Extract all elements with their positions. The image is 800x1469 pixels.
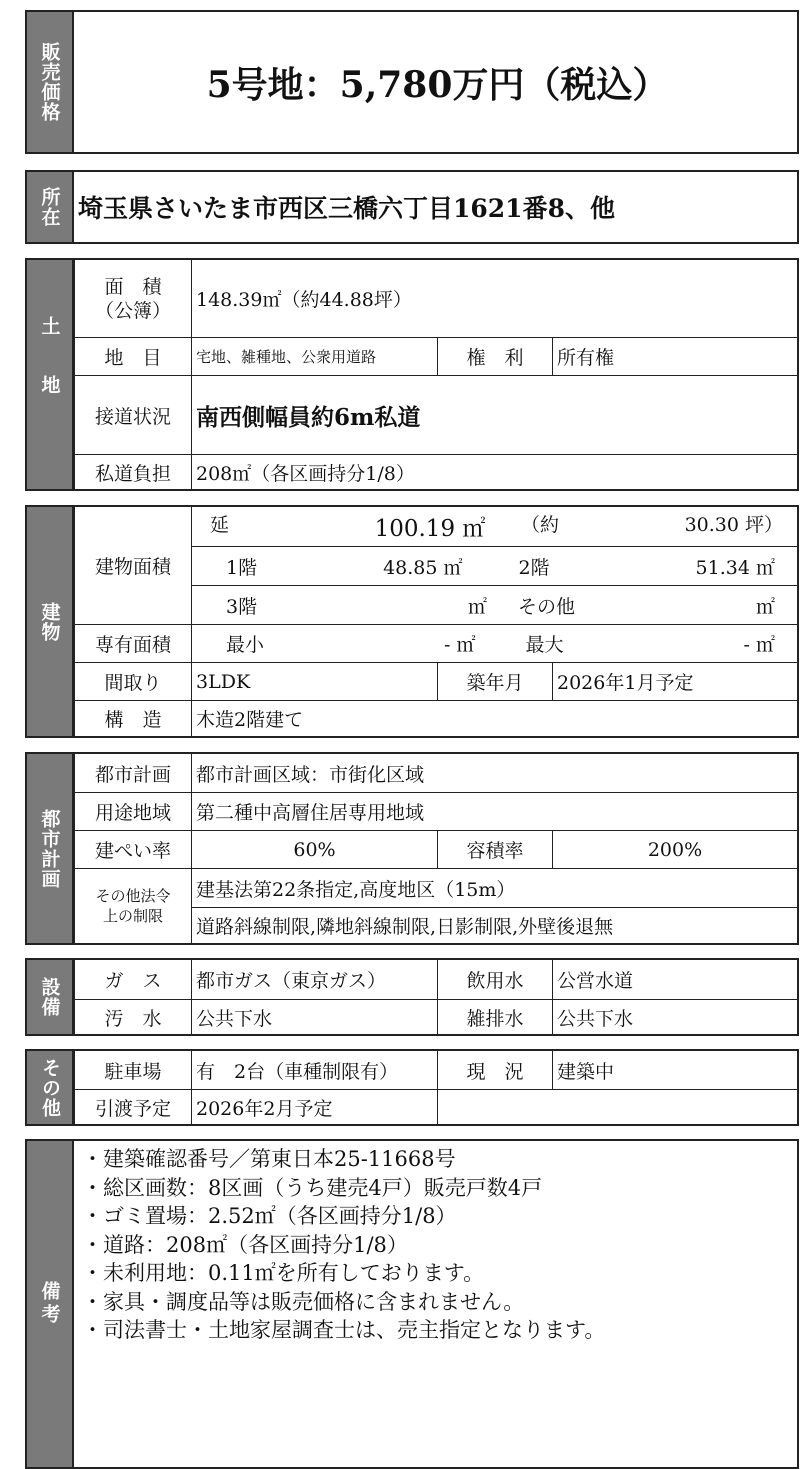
f3-value: ㎡	[468, 595, 488, 618]
water-value: 公営水道	[552, 960, 797, 999]
remarks-list	[74, 1141, 797, 1467]
rights-value: 所有権	[552, 337, 797, 375]
water-label: 飲用水	[437, 960, 552, 999]
city-label: 都市計画	[74, 754, 191, 792]
max-value: - ㎡	[743, 634, 775, 656]
location-label: 所在	[27, 172, 74, 242]
price-label: 販売価格	[27, 12, 74, 152]
f1-value: 48.85 ㎡	[383, 556, 463, 579]
total-value: 100.19 ㎡	[374, 516, 486, 542]
f3-label: 3階	[226, 595, 258, 618]
built-value: 2026年1月予定	[552, 662, 797, 700]
structure-value: 木造2階建て	[191, 700, 797, 736]
remarks-section	[25, 1139, 799, 1469]
remark-item: ・司法書士・土地家屋調査士は、売主指定となります。	[82, 1318, 606, 1342]
coverage-value: 60%	[191, 830, 437, 868]
other-floor-label: その他	[518, 595, 576, 618]
drain-value: 公共下水	[552, 999, 797, 1034]
layout-value: 3LDK	[191, 662, 437, 700]
other-law-value-2: 道路斜線制限,隣地斜線制限,日影制限,外壁後退無	[191, 907, 797, 943]
remark-item: ・家具・調度品等は販売価格に含まれません。	[82, 1289, 525, 1314]
remark-item: ・建築確認番号／第東日本25-11668号	[82, 1147, 456, 1171]
remark-item: ・ゴミ置場：2.52㎡（各区画持分1/8）	[82, 1204, 457, 1228]
layout-label: 間取り	[74, 662, 191, 700]
road-value: 南西側幅員約6m私道	[191, 375, 797, 454]
empty-cell	[437, 1089, 797, 1124]
remarks-label: 備考	[27, 1141, 74, 1467]
remark-item: ・未利用地：0.11㎡を所有しております。	[82, 1261, 485, 1285]
land-section	[25, 258, 799, 491]
parking-label: 駐車場	[74, 1051, 191, 1089]
max-label: 最大	[525, 634, 564, 656]
facilities-section	[25, 958, 799, 1036]
price-section	[25, 10, 799, 154]
total-area-row	[191, 507, 797, 546]
city-value: 都市計画区域：市街化区域	[191, 754, 797, 792]
sewage-label: 汚 水	[74, 999, 191, 1034]
location-value: 埼玉県さいたま市西区三橋六丁目1621番8、他	[78, 194, 615, 223]
building-section	[25, 505, 799, 738]
drain-label: 雑排水	[437, 999, 552, 1034]
status-value: 建築中	[552, 1051, 797, 1089]
location-section	[25, 170, 799, 244]
f1-label: 1階	[226, 556, 258, 579]
f2-label: 2階	[518, 556, 550, 579]
zoning-value: 第二種中高層住居専用地域	[191, 792, 797, 830]
zoning-label: 用途地域	[74, 792, 191, 830]
facilities-label: 設備	[27, 960, 74, 1034]
category-value: 宅地、雑種地、公衆用道路	[191, 337, 437, 375]
status-label: 現 況	[437, 1051, 552, 1089]
remark-item: ・道路：208㎡（各区画持分1/8）	[82, 1232, 408, 1257]
min-label: 最小	[226, 634, 265, 656]
other-floor-value: ㎡	[755, 595, 775, 618]
private-road-label: 私道負担	[74, 454, 191, 489]
built-label: 築年月	[437, 662, 552, 700]
parking-value: 有 2台（車種制限有）	[191, 1051, 437, 1089]
min-value: - ㎡	[444, 634, 476, 656]
exclusive-row	[191, 624, 797, 662]
road-label: 接道状況	[74, 375, 191, 454]
exclusive-label: 専有面積	[74, 624, 191, 662]
other-section	[25, 1049, 799, 1126]
floor-area-row	[191, 546, 797, 585]
building-area-label: 建物面積	[74, 507, 191, 624]
other-law-label: その他法令 上の制限	[74, 868, 191, 943]
sewage-value: 公共下水	[191, 999, 437, 1034]
structure-label: 構 造	[74, 700, 191, 736]
other-law-value-1: 建基法第22条指定,高度地区（15m）	[191, 868, 797, 907]
rights-label: 権 利	[437, 337, 552, 375]
price-value: 5号地：5,780万円（税込）	[206, 63, 669, 106]
gas-value: 都市ガス（東京ガス）	[191, 960, 437, 999]
land-label: 土地	[27, 260, 74, 489]
gas-label: ガ ス	[74, 960, 191, 999]
total-tsubo: 30.30 坪）	[684, 514, 783, 536]
f2-value: 51.34 ㎡	[695, 556, 775, 579]
far-label: 容積率	[437, 830, 552, 868]
land-area-label: 面 積 （公簿）	[74, 260, 191, 337]
remark-item: ・総区画数：8区画（うち建売4戸）販売戸数4戸	[82, 1175, 543, 1200]
handover-label: 引渡予定	[74, 1089, 191, 1124]
private-road-value: 208㎡（各区画持分1/8）	[191, 454, 797, 489]
land-area-value: 148.39㎡（約44.88坪）	[191, 260, 797, 337]
planning-label: 都市計画	[27, 754, 74, 943]
planning-section	[25, 752, 799, 945]
total-tsubo-prefix: （約	[520, 514, 559, 536]
total-label: 延	[210, 514, 230, 536]
coverage-label: 建ぺい率	[74, 830, 191, 868]
handover-value: 2026年2月予定	[191, 1089, 437, 1124]
floor3-row	[191, 585, 797, 624]
far-value: 200%	[552, 830, 797, 868]
category-label: 地 目	[74, 337, 191, 375]
other-label: その他	[27, 1051, 74, 1124]
building-label: 建物	[27, 507, 74, 736]
